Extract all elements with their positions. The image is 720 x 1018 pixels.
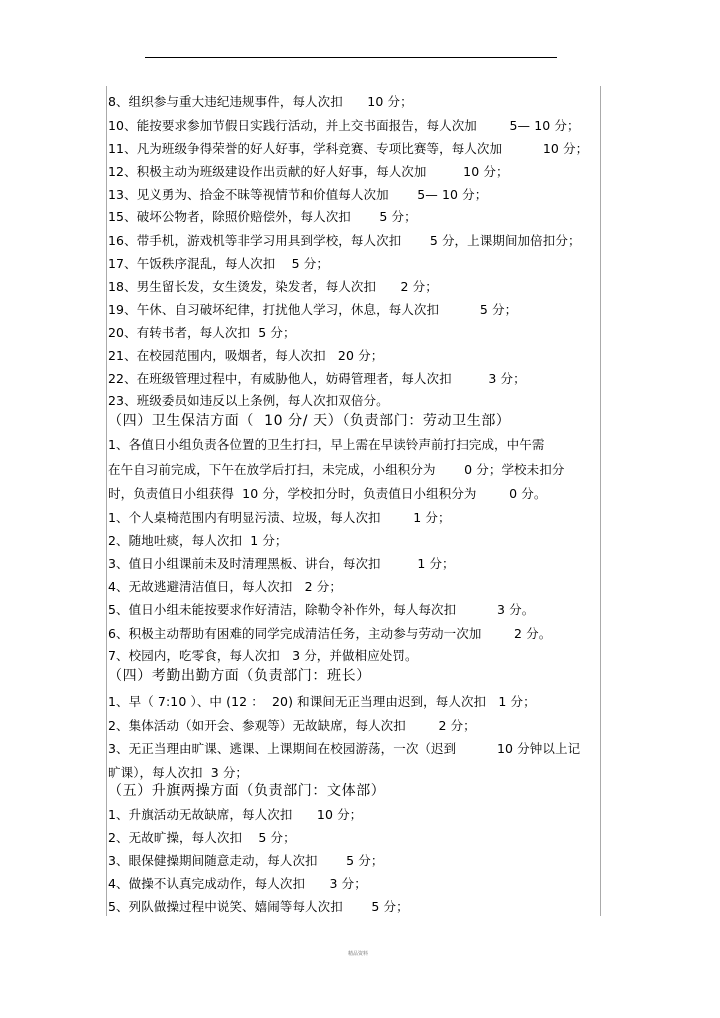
rule-item-23: 23、班级委员如违反以上条例，每人次扣双倍分。 — [108, 393, 389, 408]
rule-item-19: 19、午休、自习破坏纪律，打扰他人学习，休息，每人次扣 5 分； — [108, 302, 518, 317]
left-margin-rule — [106, 86, 107, 916]
rule-item-15: 15、破坏公物者，除照价赔偿外，每人次扣 5 分； — [108, 209, 417, 224]
hygiene-item: 3、值日小组课前未及时清理黑板、讲台，每次扣 1 分； — [108, 556, 455, 571]
hygiene-item: 4、无故逃避清洁值日，每人次扣 2 分； — [108, 579, 342, 594]
hygiene-item: 2、随地吐痰，每人次扣 1 分； — [108, 533, 288, 548]
hygiene-paragraph-line: 时，负责值日小组获得 10 分，学校扣分时，负责值日小组积分为 0 分。 — [108, 486, 547, 501]
rule-item-20: 20、有转书者，每人次扣 5 分； — [108, 325, 296, 340]
hygiene-item: 5、值日小组未能按要求作好清洁，除勒令补作外，每人每次扣 3 分。 — [108, 602, 535, 617]
attendance-item: 1、早（ 7:10 ）、中 (12 ： 20) 和课间无正当理由迟到，每人次扣 1 分； — [108, 694, 536, 709]
section-heading-hygiene: （四）卫生保洁方面（ 10 分/ 天）（负责部门：劳动卫生部） — [108, 413, 511, 429]
exercise-item: 1、升旗活动无故缺席，每人次扣 10 分； — [108, 807, 363, 822]
rule-item-22: 22、在班级管理过程中，有威胁他人，妨碍管理者，每人次扣 3 分； — [108, 371, 526, 386]
exercise-item: 2、无故旷操，每人次扣 5 分； — [108, 830, 296, 845]
exercise-item: 4、做操不认真完成动作，每人次扣 3 分； — [108, 876, 367, 891]
header-rule — [145, 57, 557, 58]
rule-item-18: 18、男生留长发，女生烫发，染发者，每人次扣 2 分； — [108, 279, 438, 294]
exercise-item: 5、列队做操过程中说笑、嬉闹等每人次扣 5 分； — [108, 899, 409, 914]
rule-item-13: 13、见义勇为、拾金不昧等视情节和价值每人次加 5— 10 分； — [108, 187, 488, 202]
attendance-item: 2、集体活动（如开会、参观等）无故缺席，每人次扣 2 分； — [108, 718, 476, 733]
hygiene-item: 6、积极主动帮助有困难的同学完成清洁任务，主动参与劳动一次加 2 分。 — [108, 626, 552, 641]
exercise-item: 3、眼保健操期间随意走动，每人次扣 5 分； — [108, 853, 384, 868]
rule-item-12: 12、积极主动为班级建设作出贡献的好人好事，每人次加 10 分； — [108, 164, 509, 179]
rule-item-17: 17、午饭秩序混乱，每人次扣 5 分； — [108, 256, 329, 271]
hygiene-item: 1、个人桌椅范围内有明显污渍、垃圾，每人次扣 1 分； — [108, 510, 451, 525]
rule-item-16: 16、带手机，游戏机等非学习用具到学校，每人次扣 5 分，上课期间加倍扣分； — [108, 233, 581, 248]
page-footer: 精品资料 — [348, 951, 369, 957]
attendance-item-cont: 旷课），每人次扣 3 分； — [108, 765, 249, 780]
rule-item-11: 11、凡为班级争得荣誉的好人好事，学科竞赛、专项比赛等，每人次加 10 分； — [108, 141, 589, 156]
hygiene-paragraph-line: 1、各值日小组负责各位置的卫生打扫，早上需在早读铃声前打扫完成，中午需 — [108, 437, 545, 452]
hygiene-item: 7、校园内，吃零食，每人次扣 3 分，并做相应处罚。 — [108, 648, 418, 663]
section-heading-attendance: （四）考勤出勤方面（负责部门：班长） — [108, 668, 371, 684]
rule-item-10: 10、能按要求参加节假日实践行活动，并上交书面报告，每人次加 5— 10 分； — [108, 118, 580, 133]
attendance-item: 3、无正当理由旷课、逃课、上课期间在校园游荡，一次（迟到 10 分钟以上记 — [108, 741, 581, 756]
rule-item-21: 21、在校园范围内，吸烟者，每人次扣 20 分； — [108, 348, 384, 363]
hygiene-paragraph-line: 在午自习前完成，下午在放学后打扫，未完成，小组积分为 0 分；学校未扣分 — [108, 462, 565, 477]
rule-item-8: 8、组织参与重大违纪违规事件，每人次扣 10 分； — [108, 94, 413, 109]
right-margin-rule — [600, 86, 601, 916]
section-heading-flag-exercise: （五）升旗两操方面（负责部门：文体部） — [108, 783, 386, 799]
